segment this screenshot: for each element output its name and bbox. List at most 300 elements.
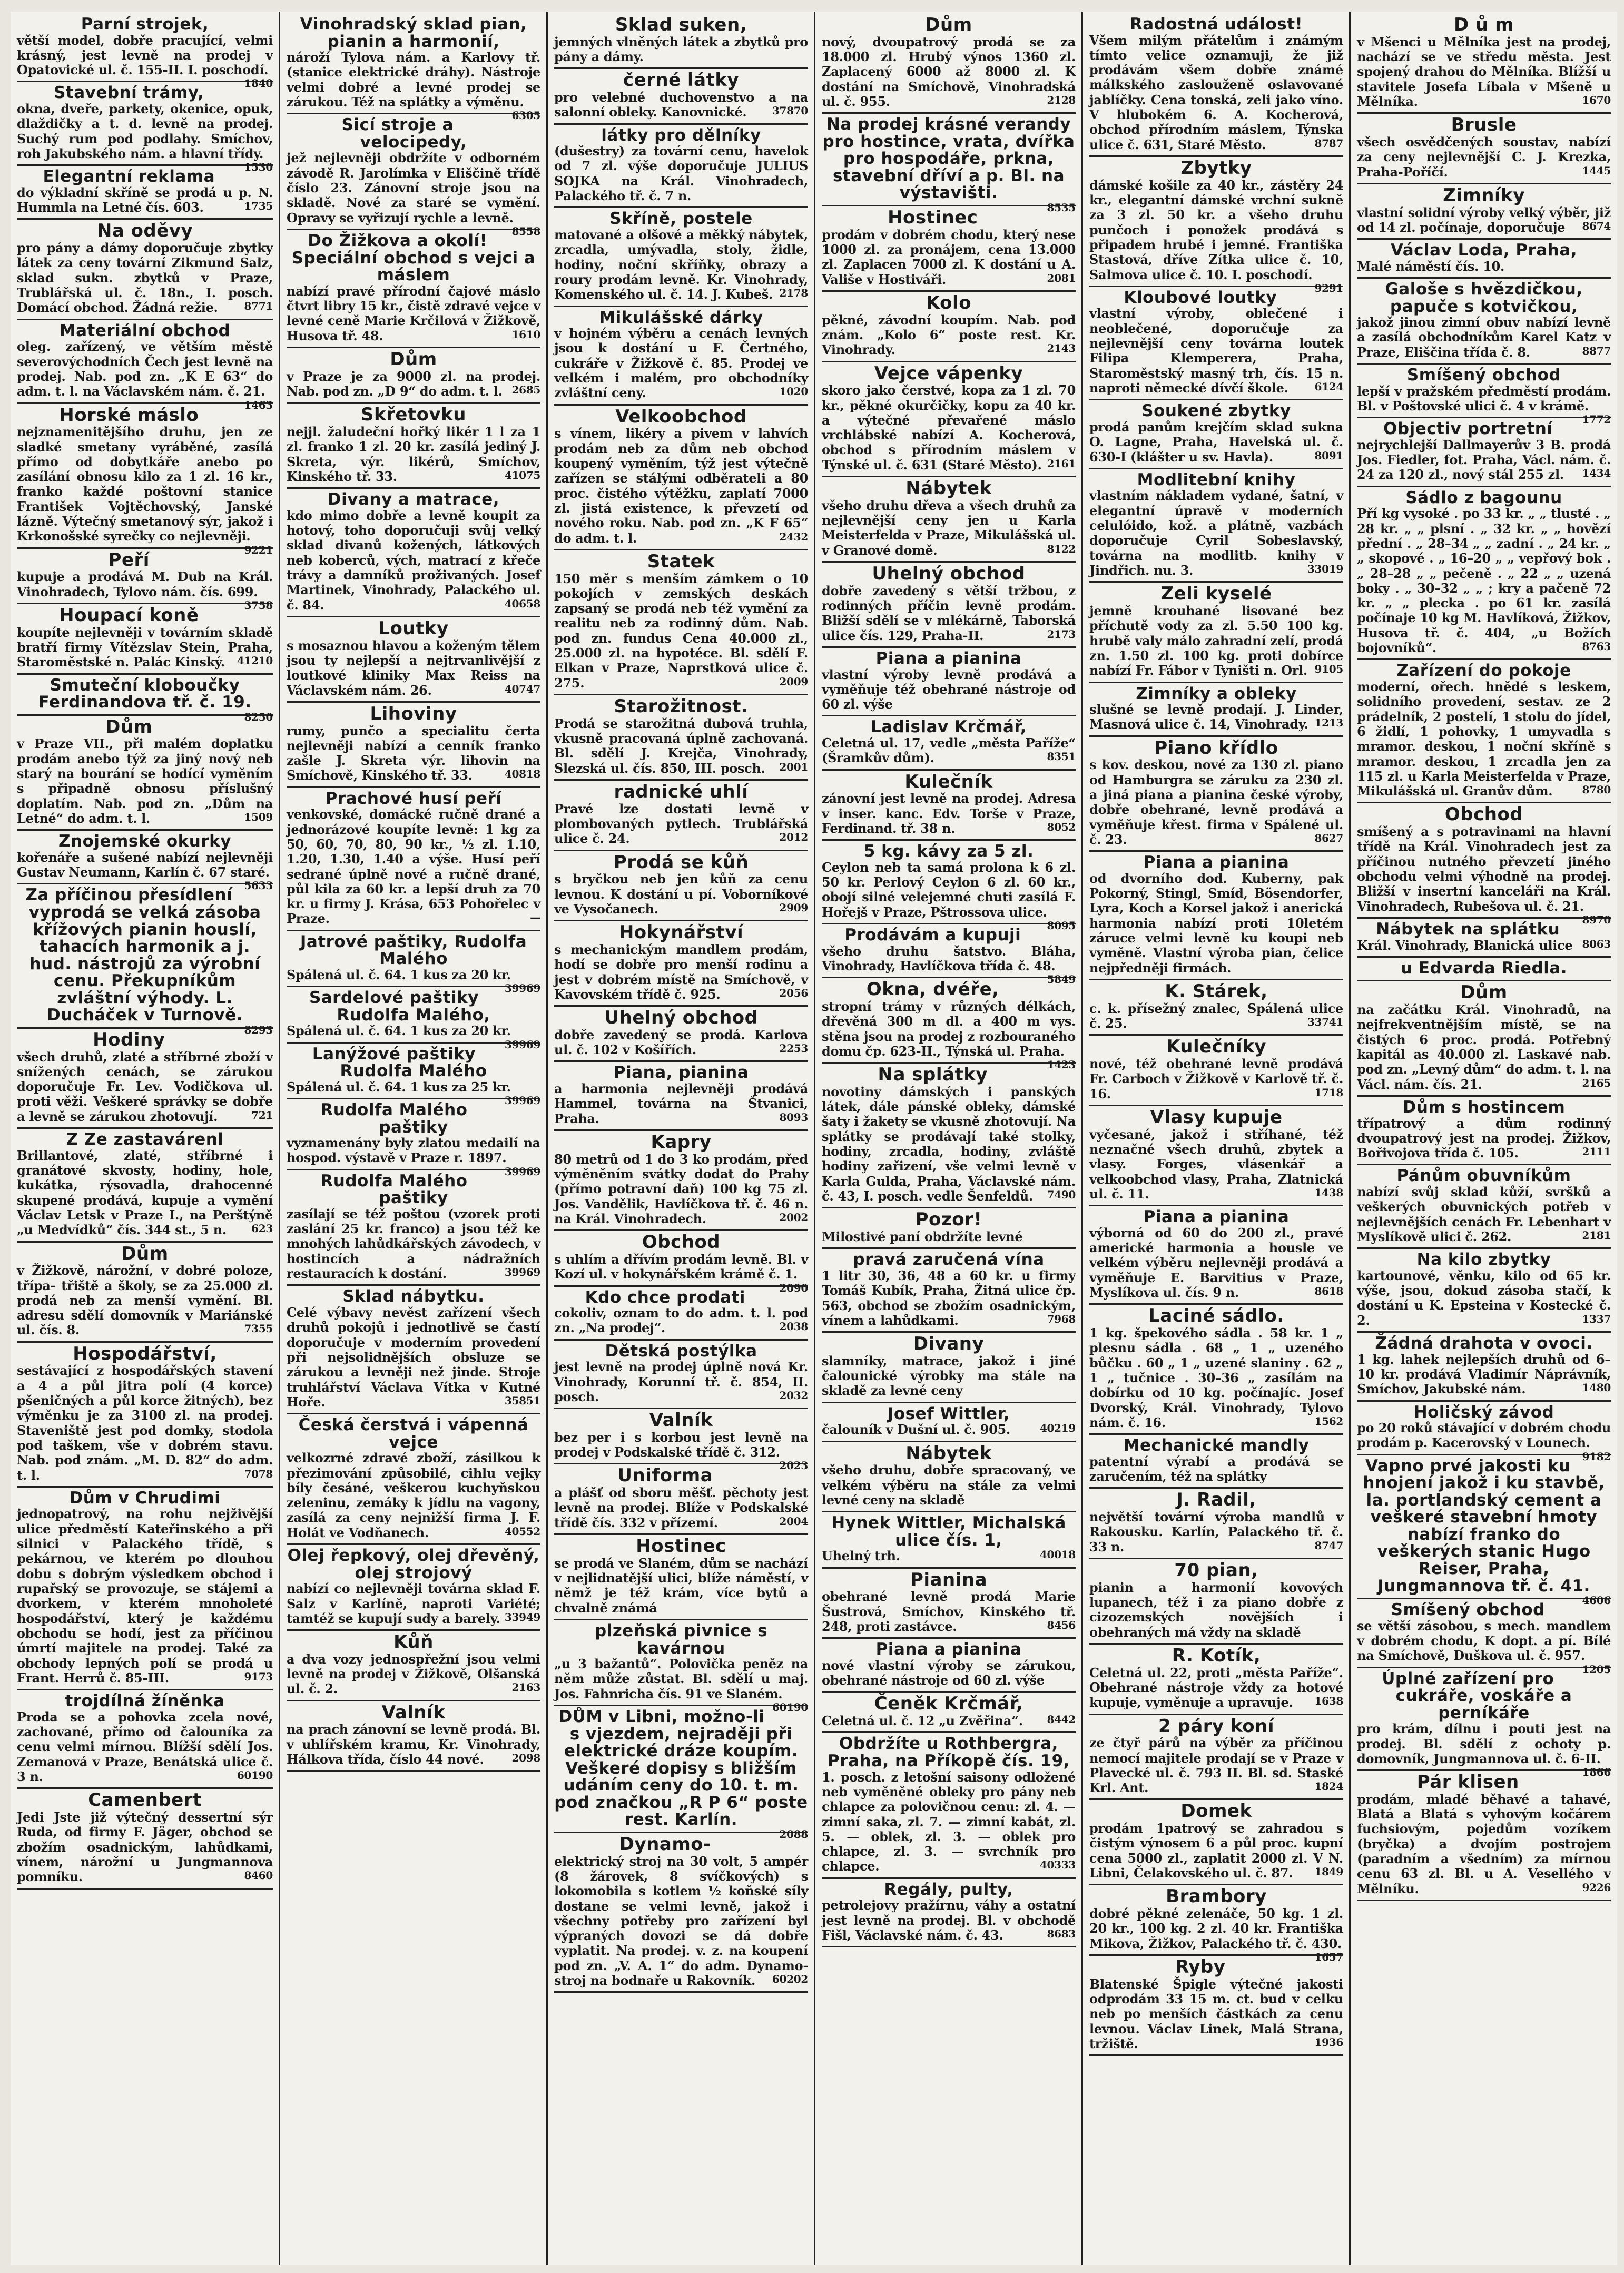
ad-number: 40658 xyxy=(504,597,540,610)
ad-number: 41075 xyxy=(504,468,540,481)
ad-number: 1849 xyxy=(1314,1865,1343,1878)
ad-body-paragraph xyxy=(287,369,540,399)
ad-title: černé látky xyxy=(623,70,740,91)
ad-title: Kolo xyxy=(926,292,972,313)
ad-number: 1509 xyxy=(244,810,273,823)
ad-body-paragraph xyxy=(1089,1057,1343,1101)
ad-body: Prodá se starožitná dubová truhla, vkusně pracovaná úplně zachovaná. Bl. sdělí J. Krejča, Vinohrady, Slezská ul. čís. 850, III. posch. xyxy=(554,715,808,776)
ad-body: Spálená ul. č. 64. 1 kus za 20 kr. xyxy=(287,967,511,982)
ad-number: 4606 xyxy=(1582,1594,1611,1607)
ad-number: 2253 xyxy=(779,1042,808,1055)
ad-body-paragraph xyxy=(822,667,1076,712)
ad-body-paragraph xyxy=(287,1652,540,1697)
ad-number: 33949 xyxy=(504,1610,540,1623)
ad-number: 8460 xyxy=(244,1869,273,1882)
ad-body-paragraph xyxy=(822,736,1076,766)
ad-number: 2004 xyxy=(779,1514,808,1528)
ad-title: Dům xyxy=(925,14,972,35)
ad-title: Brusle xyxy=(1451,114,1517,136)
ad-body-paragraph xyxy=(822,998,1076,1071)
ad-number: 8747 xyxy=(1314,1539,1343,1552)
ad-body: elektrický stroj na 30 volt, 5 ampér (8 žárovek, 8 svíčkových) s lokomobila s kotlem ½ koňské síly dostane se velmi levně, jakož i všechny potřeby pro zařízení byl výpraných dovozi se dá dobře vyplatit. Na prodej. v. z. na koupení pod zn. „V. A. 1“ do adm. Dynamo-stroj na bodnaře u Rakovník. xyxy=(554,1853,808,1989)
ad-number: 2909 xyxy=(779,901,808,914)
ad-body: větší model, dobře pracující, velmi krásný, jest levně na prodej v Opatovické ul. č. 155-II. I. poschodí. xyxy=(17,32,273,78)
classified-ad xyxy=(1089,1305,1343,1435)
ad-body-paragraph xyxy=(287,724,540,783)
ad-body-paragraph xyxy=(822,35,1076,110)
classified-ad xyxy=(17,884,273,1036)
column-6 xyxy=(1351,12,1617,2265)
classified-ad xyxy=(17,14,273,90)
ad-title: Obchod xyxy=(642,1232,721,1253)
classified-ad xyxy=(554,1409,808,1472)
ad-body: Proda se a pohovka zcela nové, zachované, přímo od čalouníka za cenu velmi mírnou. Blížší sdělí Jos. Zemanová v Praze, Benátská ulice č. 3 n. xyxy=(17,1709,273,1785)
ad-number: 39969 xyxy=(504,1038,540,1051)
ad-body-paragraph xyxy=(1089,177,1343,294)
classified-ad xyxy=(1357,14,1611,114)
classified-ad xyxy=(287,114,540,238)
classified-ad xyxy=(822,1693,1076,1733)
classified-ad xyxy=(554,69,808,124)
ad-body-paragraph xyxy=(554,872,808,917)
ad-body-paragraph xyxy=(554,1854,808,1989)
ad-body-paragraph xyxy=(554,572,808,691)
ad-body-paragraph xyxy=(1357,1116,1611,1161)
ad-body: s kov. deskou, nové za 130 zl. piano od Hamburgra se záruku za 230 zl. a jiná piana a pianina české výroby, dobře obehrané, levně prodává a vyměňuje křest. firma v Spálené ul. č. 23. xyxy=(1089,757,1343,847)
ad-title: Lanýžové paštiky Rudolfa Malého xyxy=(312,1044,487,1081)
classified-ad xyxy=(1089,1559,1343,1645)
ad-body-paragraph xyxy=(287,1023,540,1051)
ad-body-paragraph xyxy=(287,150,540,238)
classified-ad xyxy=(1089,980,1343,1036)
ad-number: 2038 xyxy=(779,1320,808,1333)
classified-ad xyxy=(554,125,808,209)
ad-body-paragraph xyxy=(287,50,540,122)
ad-body-paragraph xyxy=(17,101,273,174)
ad-body: jež nejlevněji obdržíte v odborném závodě R. Jarolímka v Eliščině třídě číslo 23. Zánovní stroje jsou na skladě. Nové za staré se vymění. Opravy se vyřizují rychle a levně. xyxy=(287,150,540,225)
classified-ad xyxy=(822,1403,1076,1442)
classified-ad xyxy=(822,771,1076,841)
ad-body-paragraph xyxy=(1089,33,1343,153)
classified-ad xyxy=(1089,157,1343,294)
ad-body: okna, dveře, parkety, okenice, opuk, dlaždičky a t. d. levně na prodej. Suchý rum pod podlahy. Smíchov, roh Jakubského nám. a hlavní třídy. xyxy=(17,101,273,161)
ad-number: 1866 xyxy=(1582,1766,1611,1779)
ad-number: 1438 xyxy=(1314,1186,1343,1199)
classified-ad xyxy=(17,675,273,723)
ad-body: kupuje a prodává M. Dub na Král. Vinohradech, Tylovo nám. čís. 699. xyxy=(17,569,273,599)
ad-body-paragraph xyxy=(554,1306,808,1336)
ad-title: 2 páry koní xyxy=(1158,1715,1274,1737)
classified-ad xyxy=(17,716,273,831)
ad-number: 1423 xyxy=(1047,1058,1076,1071)
ad-number: 33741 xyxy=(1307,1015,1343,1028)
ad-number: 8683 xyxy=(1047,1927,1076,1940)
classified-ad xyxy=(17,1243,273,1343)
classified-ad xyxy=(1089,683,1343,737)
ad-body: nejznamenitějšího druhu, jen ze sladké smetany vyráběné, zasílá přímo od dobytkáře anebo po zasílání obnosu kilo za 1 zl. 16 kr., franko každé poštovní stanice František Vojtěchovský, Janské lázně. Výtečný smetanový sýr, jakož i Krkonošské syrečky co nejlevněji. xyxy=(17,424,273,544)
ad-title: Do Žižkova a okolí! Speciální obchod s vejci a máslem xyxy=(291,231,536,285)
ad-title: Kulečník xyxy=(904,771,993,792)
classified-ad xyxy=(287,489,540,617)
ad-body-paragraph xyxy=(287,425,540,484)
classified-ad xyxy=(1357,365,1611,426)
ad-number: 35851 xyxy=(504,1394,540,1407)
ad-number: 1657 xyxy=(1314,1951,1343,1963)
ad-title: Divany xyxy=(913,1333,985,1355)
classified-ad xyxy=(287,987,540,1051)
classified-ad xyxy=(1357,1249,1611,1333)
ad-number: 1670 xyxy=(1582,93,1611,106)
ad-number: 2181 xyxy=(1582,1228,1611,1242)
ad-body: nejjl. žaludeční hořký likér 1 l za 1 zl. franko 1 zl. 20 kr. zasílá jediný J. Skreta, výr. likérů, Smíchov, Kinského tř. 33. xyxy=(287,424,540,484)
ad-number: 8763 xyxy=(1582,640,1611,653)
ad-body: skoro jako čerstvé, kopa za 1 zl. 70 kr., pěkné okurčičky, kopu za 40 kr. a výtečné převařené máslo vrchlábské nabízí A. Kocherová, obchod s přírodním máslem v Týnské ul. č. 631 (Staré Město). xyxy=(822,382,1076,473)
ad-title: R. Kotík, xyxy=(1172,1645,1261,1666)
classified-ad xyxy=(1357,1668,1611,1779)
classified-ad xyxy=(287,1170,540,1286)
ad-title: K. Stárek, xyxy=(1165,980,1268,1002)
classified-ad xyxy=(822,1208,1076,1249)
ad-body: Pravé lze dostati levně v plombovaných pytlech. Trublářská ulice č. 24. xyxy=(554,801,808,847)
ad-body-paragraph xyxy=(1357,1268,1611,1328)
ad-body-paragraph xyxy=(1089,757,1343,847)
ad-body: jemných vlněných látek a zbytků pro pány a dámy. xyxy=(554,34,808,64)
ad-body: jest levně na prodej úplně nová Kr. Vinohrady, Korunní tř. č. 854, II. posch. xyxy=(554,1359,808,1404)
classified-ad xyxy=(17,1690,273,1789)
ad-body: 1. posch. z letošní saisony odložené neb vyměněné obleky pro pány neb chlapce za polovičnou cenu: zl. 4. — zimní saka, zl. 7. — zimní kabát, zl. 5. — oblek, zl. 3. — oblek pro chlapce, zl. 3. — svrchník pro chlapce. xyxy=(822,1769,1076,1874)
ad-title: Piana a pianina xyxy=(875,1640,1022,1659)
ad-body-paragraph xyxy=(1089,1510,1343,1554)
ad-number: 8558 xyxy=(511,225,540,238)
ad-body-paragraph xyxy=(554,1485,808,1530)
ad-number: 2432 xyxy=(779,530,808,543)
ad-body-paragraph xyxy=(554,1429,808,1472)
ad-number: 1562 xyxy=(1314,1414,1343,1428)
ad-title: Ladislav Krčmář, xyxy=(871,717,1027,737)
ad-body-paragraph xyxy=(554,144,808,203)
classified-ad xyxy=(1089,583,1343,683)
classified-ad xyxy=(17,1789,273,1889)
ad-body-paragraph xyxy=(1357,35,1611,110)
ad-title: Valník xyxy=(381,1701,446,1723)
ad-title: u Edvarda Riedla. xyxy=(1400,958,1568,978)
ad-number: 1718 xyxy=(1314,1086,1343,1099)
ad-number: 1463 xyxy=(244,398,273,411)
classified-ad xyxy=(287,404,540,489)
ad-title: Uhelný obchod xyxy=(604,1007,758,1029)
ad-body: Celé výbavy nevěst zařízení všech druhů pokojů i jednotlivě se častí doporučuje v moderním provedení při nejsolidnějších obsluze se zárukou a levněji než jinde. Stroje truhlářství Václava Vítka v Kutné Hoře. xyxy=(287,1304,540,1410)
ad-number: 623 xyxy=(251,1222,273,1235)
ad-number: 9173 xyxy=(244,1670,273,1683)
ad-body-paragraph xyxy=(287,1451,540,1540)
ad-number: 7490 xyxy=(1047,1188,1076,1202)
ad-number: 60190 xyxy=(772,1701,808,1714)
ad-title: Starožitnost. xyxy=(614,696,749,717)
ad-number: 8063 xyxy=(1582,937,1611,950)
ad-number: 721 xyxy=(251,1108,273,1121)
ad-body-paragraph xyxy=(822,1085,1076,1204)
ad-body-paragraph xyxy=(554,35,808,65)
classified-ad xyxy=(822,292,1076,362)
ad-body-paragraph xyxy=(17,32,273,90)
ad-body-paragraph xyxy=(287,1581,540,1626)
ad-title: Nábytek xyxy=(905,478,992,499)
classified-ad xyxy=(822,1442,1076,1513)
ad-body-paragraph xyxy=(554,942,808,1002)
ad-number: 40219 xyxy=(1039,1422,1076,1435)
ad-body: nový, dvoupatrový prodá se za 18.000 zl. Hrubý výnos 1360 zl. Zaplacený 6000 až 8000 zl. K dostání na Smíchově, Vinohradská ul. č. 955. xyxy=(822,34,1076,109)
ad-body-paragraph xyxy=(822,584,1076,643)
ad-body-paragraph xyxy=(822,859,1076,932)
ad-body: dámské košile za 40 kr., zástěry 24 kr., elegantní dámské vrchní sukně za 3 zl. 50 kr. a všeho druhu punčoch i ponožek prodává s připadem hrubé i jemné. Františka Stastová, dříve Zítka ulice č. 10, Salmova ulice č. 10. I. poschodí. xyxy=(1089,177,1343,282)
ad-body-paragraph xyxy=(554,426,808,546)
ad-title: Nábytek na splátku xyxy=(1376,920,1560,939)
ad-title: Divany a matrace, xyxy=(327,490,500,509)
ad-body: Milostivé paní obdržíte levné xyxy=(822,1229,1023,1245)
classified-ad xyxy=(1357,1333,1611,1401)
ad-body-paragraph xyxy=(17,339,273,411)
ad-body-paragraph xyxy=(554,1251,808,1294)
ad-body-paragraph xyxy=(287,1305,540,1410)
classified-ad xyxy=(1357,919,1611,958)
ad-title: J. Radil, xyxy=(1176,1489,1256,1511)
ad-number: 1735 xyxy=(244,200,273,213)
classified-ad xyxy=(1357,1455,1611,1607)
ad-body: Celetná ul. 22, proti „města Paříže“. Obehrané nástroje vždy za hotové kupuje, vyměnuje a upravuje. xyxy=(1089,1665,1343,1710)
column-5 xyxy=(1083,12,1350,2265)
ad-body: prodá panům krejčím sklad sukna O. Lagne, Praha, Havelská ul. č. 630-I (klášter u sv. Havla). xyxy=(1089,419,1343,465)
ad-body-paragraph xyxy=(287,1207,540,1282)
ad-body: velkozrné zdravé zboží, zásilkou k přezimování způsobilé, cihlu vejky bíly česáné, veškerou kuchyňskou zeleninu, zemáky k jídlu na vagony, zasílá za ceny nejnižší firma J. F. Holát ve Vodňanech. xyxy=(287,1450,540,1540)
ad-body: 1 kg. špekového sádla . 58 kr. 1 „ plesnu sádla . 68 „ 1 „ uzeného bůčku . 60 „ 1 „ uzené slaniny . 62 „ 1 „ tučnice . 30–36 „ zasílám na dobírku od 10 kg. počínajíc. Josef Dvorský, Král. Vinohrady, Tylovo nám. č. 16. xyxy=(1089,1325,1343,1430)
ad-body: prodám 1patrový se zahradou s čistým výnosem 6 a půl proc. kupní cena 5000 zl., zaplatit 2000 zl. V N. Libni, Čelakovského ul. č. 87. xyxy=(1089,1821,1343,1881)
ad-body: nové, též obehrané levně prodává Fr. Carboch v Žižkově v Karlově tř. č. 16. xyxy=(1089,1056,1343,1101)
ad-body: se větší zásobou, s mech. mandlem v dobrém chodu, K dopt. a pí. Bílé na Smíchově, Duškova ul. č. 957. xyxy=(1357,1618,1611,1664)
ad-number: 8293 xyxy=(244,1023,273,1036)
ad-number: 9221 xyxy=(244,543,273,556)
classified-ad xyxy=(554,1535,808,1620)
ad-title: Dům xyxy=(121,1243,169,1264)
ad-body-paragraph xyxy=(822,1268,1076,1328)
ad-body: rumy, punčo a specialitu čerta nejlevněji nabízí a cenník franko zašle J. Skreta výr. lihovin na Smíchově, Kinského tř. 33. xyxy=(287,723,540,783)
ad-body-paragraph xyxy=(287,508,540,613)
classified-ad xyxy=(17,220,273,320)
classified-ad xyxy=(17,831,273,892)
ad-title: Znojemské okurky xyxy=(58,832,231,851)
ad-title: pravá zaručená vína xyxy=(853,1250,1045,1270)
ad-number: 2143 xyxy=(1047,342,1076,355)
ad-title: Na prodej krásné verandy pro hostince, vrata, dvířka pro hospodáře, prkna, stavební dříví a p. Bl. na výstavišti. xyxy=(822,115,1075,203)
ad-body: pianin a harmonií kovových lupanech, též i za piano dobře z cizozemských novějších i obehraných má vždy na skladě xyxy=(1089,1579,1343,1640)
ad-title: Pánům obuvníkům xyxy=(1396,1166,1571,1186)
ad-body: všech osvědčených soustav, nabízí za ceny nejlevnější C. J. Krezka, Praha-Poříčí. xyxy=(1357,134,1611,180)
ad-body-paragraph xyxy=(822,1770,1076,1874)
classified-ad xyxy=(1357,240,1611,279)
ad-body-paragraph xyxy=(17,1507,273,1686)
ad-number: 6124 xyxy=(1314,380,1343,393)
classified-ad xyxy=(1357,803,1611,927)
ad-title: Lihoviny xyxy=(370,703,457,724)
ad-body-paragraph xyxy=(1089,1821,1343,1881)
ad-body: 80 metrů od 1 do 3 ko prodám, před výměněním svátky dodat do Prahy (přímo potravní daň) 100 kg 75 zl. Jos. Vandělik, Havlíčkova tř. č. 46 n. na Král. Vinohradech. xyxy=(554,1151,808,1226)
ad-title: Zimníky a obleky xyxy=(1136,684,1297,703)
ad-body-paragraph xyxy=(1089,604,1343,678)
ad-number: 2111 xyxy=(1582,1145,1611,1158)
ad-number: 1824 xyxy=(1314,1780,1343,1793)
classified-ad xyxy=(822,14,1076,114)
ad-body: jakož jinou zimní obuv nabízí levně a zasílá obchodníkům Karel Katz v Praze, Eliščina třída č. 8. xyxy=(1357,314,1611,360)
ad-number: 8091 xyxy=(1314,449,1343,462)
classified-ad xyxy=(822,1569,1076,1639)
classified-ad xyxy=(1357,184,1611,240)
classified-ad xyxy=(554,406,808,550)
classified-ad xyxy=(822,362,1076,478)
classified-ad xyxy=(554,921,808,1007)
ad-body-paragraph xyxy=(1357,135,1611,180)
ad-number: 2128 xyxy=(1047,93,1076,106)
ad-number: 5633 xyxy=(244,879,273,892)
classified-ad xyxy=(287,931,540,995)
ad-body-paragraph xyxy=(822,1589,1076,1634)
ad-body-paragraph xyxy=(1357,1420,1611,1463)
ad-body: dobře zavedený s větší tržbou, z rodinných příčin levně prodám. Bližší sdělí se v mlékárně, Taborská ulice čís. 129, Praha-II. xyxy=(822,583,1076,643)
ad-number: 8970 xyxy=(1582,913,1611,927)
classified-ad xyxy=(287,703,540,788)
ad-title: Mikulášské dárky xyxy=(599,308,763,327)
ad-body: Všem milým přátelům i známým tímto velice oznamuji, že již prodávám všem dobře známé málkského zaslouženě oslavované jablíčky. Cena tonská, zeli jako víno. V hlubokém 6. A. Kocherová, obchod přírodním máslem, Týnska ulice č. 631, Staré Město. xyxy=(1089,32,1343,152)
classified-ad xyxy=(1357,958,1611,982)
ad-title: Holičský závod xyxy=(1413,1402,1554,1422)
ad-body-paragraph xyxy=(17,424,273,556)
ad-title: Peří xyxy=(108,549,150,570)
classified-ad xyxy=(554,1341,808,1409)
ad-body-paragraph xyxy=(1089,1666,1343,1710)
classified-ad xyxy=(822,563,1076,648)
classified-ad xyxy=(287,348,540,404)
ad-number: 2032 xyxy=(779,1389,808,1402)
classified-ad xyxy=(554,1464,808,1535)
ad-body: nabízí svůj sklad kůží, svršků a veškerých obuvnických potřeb v nejlevnějších cenách Fr. Lebenhart v Myslíkově ulici č. 262. xyxy=(1357,1184,1611,1244)
column-2 xyxy=(280,12,547,2265)
classified-ad xyxy=(822,841,1076,932)
ad-body: po 20 roků stávající v dobrém chodu prodám p. Kacerovský v Lounech. xyxy=(1357,1420,1611,1451)
ad-title: Česká čerstvá i vápenná vejce xyxy=(298,1415,529,1452)
column-1 xyxy=(11,12,279,2265)
classified-ad xyxy=(554,851,808,922)
ad-number: 39969 xyxy=(504,1165,540,1178)
ad-body: v hojném výběru a cenách levných jsou k dostání u F. Čertného, cukráře v Žižkově č. 85. Prodej ve velkém i malém, pro obchodníky zvláštní ceny. xyxy=(554,326,808,401)
ad-body: vlastním nákladem vydané, šatní, v elegantní úpravě v moderních celulóido, kož. a plátně, vazbách doporučuje Cyril Sobeslavský, továrna na modlitb. knihy v Jindřich. nu. 3. xyxy=(1089,488,1343,578)
classified-ad xyxy=(554,1131,808,1231)
ad-body-paragraph xyxy=(822,1229,1076,1244)
ad-body: nabízí pravé přírodní čajové máslo čtvrt libry 15 kr., čistě zdravé vejce v levné ceně Marie Krčilová v Žižkově, Husova tř. 48. xyxy=(287,283,540,343)
ad-body-paragraph xyxy=(1357,1185,1611,1244)
ad-number: 1445 xyxy=(1582,164,1611,177)
ad-title: 5 kg. kávy za 5 zl. xyxy=(863,842,1034,861)
classified-ad xyxy=(1089,287,1343,400)
ad-title: Dům xyxy=(390,348,437,370)
ad-number: 2685 xyxy=(511,383,540,396)
ad-body: jemně krouhané lisované bez příchutě vody za zl. 5.50 100 kg. hrubě valy málo zahradní zelí, prodá zn. 1.50 zl. 100 kg. proti dobírce nabízí Fr. Fábor v Tyništi n. Orl. xyxy=(1089,603,1343,678)
ad-body-paragraph xyxy=(1357,680,1611,799)
ad-number: 41210 xyxy=(237,654,273,667)
classified-ad xyxy=(1089,1106,1343,1206)
ad-body: Jedi Jste již výtečný dessertní sýr Ruda, od firmy F. Jäger, obchod se zbožím osadnickým, lahůdkami, vínem, nárožní u Jungmannova pomníku. xyxy=(17,1809,273,1885)
ad-body: a plášť od sboru měšť. pěchoty jest levně na prodej. Blíže v Podskalské třídě čís. 332 v přízemí. xyxy=(554,1485,808,1530)
ad-body: stropní trámy v různých délkách, dřevěná 300 m dl. a 400 m vys. stěna jsou na prodej z rozbouraného domu čp. 623-II., Týnská ul. Praha. xyxy=(822,998,1076,1059)
ad-number: 8535 xyxy=(1047,201,1076,214)
classified-ad xyxy=(822,1733,1076,1878)
ad-title: Kůň xyxy=(393,1631,434,1653)
ad-number: 39969 xyxy=(504,1094,540,1107)
ad-number: 2090 xyxy=(779,1281,808,1294)
ad-number: 8351 xyxy=(1047,750,1076,763)
ad-title: Soukené zbytky xyxy=(1141,401,1291,421)
classified-ad xyxy=(1089,737,1343,852)
ad-number: 33019 xyxy=(1307,562,1343,575)
classified-ad xyxy=(554,1231,808,1294)
ad-title: Na kilo zbytky xyxy=(1416,1250,1551,1270)
ad-title: Galoše s hvězdičkou, papuče s kotvičkou, xyxy=(1385,280,1583,316)
ad-number: 8674 xyxy=(1582,219,1611,232)
ad-number: 2098 xyxy=(511,1752,540,1765)
classified-ad xyxy=(17,1343,273,1488)
ad-title: Hynek Wittler, Michalská ulice čís. 1, xyxy=(831,1513,1066,1550)
classified-ad xyxy=(822,924,1076,986)
ad-body: cokoliv, oznam to do adm. t. l. pod zn. „Na prodej“. xyxy=(554,1305,808,1336)
ad-body: prodám v dobrém chodu, který nese 1000 zl. za pronájem, cena 13.000 zl. Zaplacen 7000 zl. K dostání u A. Vališe v Hostiváři. xyxy=(822,227,1076,287)
ad-number: 2012 xyxy=(779,831,808,844)
ad-body: pěkné, závodní koupím. Nab. pod znám. „Kolo 6“ poste rest. Kr. Vinohrady. xyxy=(822,312,1076,358)
ad-body: Ceylon neb ta samá prolona k 6 zl. 50 kr. Perlový Ceylon 6 zl. 60 kr., obojí silné velejemné chuti zasílá F. Hořejš v Praze, Pštrossova ulice. xyxy=(822,859,1076,920)
ad-title: Objectiv portretní xyxy=(1383,419,1553,439)
ad-title: Pozor! xyxy=(915,1209,982,1231)
classified-ad xyxy=(1357,1097,1611,1165)
classified-ad xyxy=(1089,1885,1343,1963)
ad-body-paragraph xyxy=(1357,1618,1611,1676)
ad-title: Smíšený obchod xyxy=(1406,366,1561,385)
ad-body-paragraph xyxy=(1089,1736,1343,1795)
ad-title: Prodávám a kupuji xyxy=(844,926,1021,945)
classified-ad xyxy=(17,166,273,220)
ad-title: Žádná drahota v ovoci. xyxy=(1375,1334,1593,1353)
ad-body-paragraph xyxy=(1357,506,1611,655)
ad-title: Sardelové paštiky Rudolfa Malého, xyxy=(309,988,490,1025)
ad-title: látky pro dělníky xyxy=(601,125,761,145)
ad-body-paragraph xyxy=(17,569,273,612)
ad-title: Kloubové loutky xyxy=(1124,288,1277,307)
ad-title: Domek xyxy=(1180,1800,1252,1822)
ad-body-paragraph xyxy=(17,1148,273,1238)
ad-body: s vínem, likéry a pivem v lahvích prodám neb za dům neb obchod koupený vyměním, týž jest výtečně zařízen se stálými odběrateli a 80 proc. čistého výtěžku, zaplatí 7000 zl. jistá existence, k převzetí od nového roku. Nab. pod zn. „K F 65“ do adm. t. l. xyxy=(554,426,808,546)
ad-body-paragraph xyxy=(1089,306,1343,396)
ad-body: (dušestry) za tovární cenu, havelok od 7 zl. výše doporučuje JULIUS SOJKA na Král. Vinohradech, Palackého tř. č. 7 n. xyxy=(554,143,808,204)
ad-number: 60190 xyxy=(237,1769,273,1782)
ad-body: dobré pěkné zelenáče, 50 kg. 1 zl. 20 kr., 100 kg. 2 zl. 40 kr. Františka Mikova, Žižkov, Palackého tř. č. 430. xyxy=(1089,1906,1343,1951)
ad-body: Král. Vinohrady, Blanická ulice xyxy=(1357,937,1573,953)
ad-body-paragraph xyxy=(1357,1721,1611,1779)
ad-body: lepší v pražském předměstí prodám. Bl. v Poštovské ulici č. 4 v krámě. xyxy=(1357,383,1611,414)
ad-body-paragraph xyxy=(287,1079,540,1107)
ad-number: 2165 xyxy=(1582,1076,1611,1089)
ad-body: ze čtyř párů na výběr za příčinou nemocí majitele prodají se v Praze v Plavecké ul. č. 793 II. Bl. sd. Staské Krl. Ant. xyxy=(1089,1735,1343,1796)
ad-body: se prodá ve Slaném, dům se nachází v nejlidnatější ulici, blíže náměstí, v němž je též krám, více bytů a chvalně známá xyxy=(554,1555,808,1616)
classified-ad xyxy=(822,477,1076,563)
ad-body: koupíte nejlevněji v továrním skladě bratří firmy Vítězslav Stein, Praha, Staroměstské n. Palác Kinský. xyxy=(17,624,273,670)
ad-title: Horské máslo xyxy=(59,404,199,426)
ad-body-paragraph xyxy=(554,802,808,847)
ad-body: venkovské, domácké ručně drané a jednorázové koupíte levně: 1 kg za 50, 60, 70, 80, 90 kr., ½ zl. 1.10, 1.20, 1.30, 1.40 a výše. Husí peří sedrané úplně nové a ručně drané, půl kila za 60 kr. a lepší druh za 70 kr. u firmy J. Krása, 653 Pohořelec v Praze. xyxy=(287,806,540,927)
